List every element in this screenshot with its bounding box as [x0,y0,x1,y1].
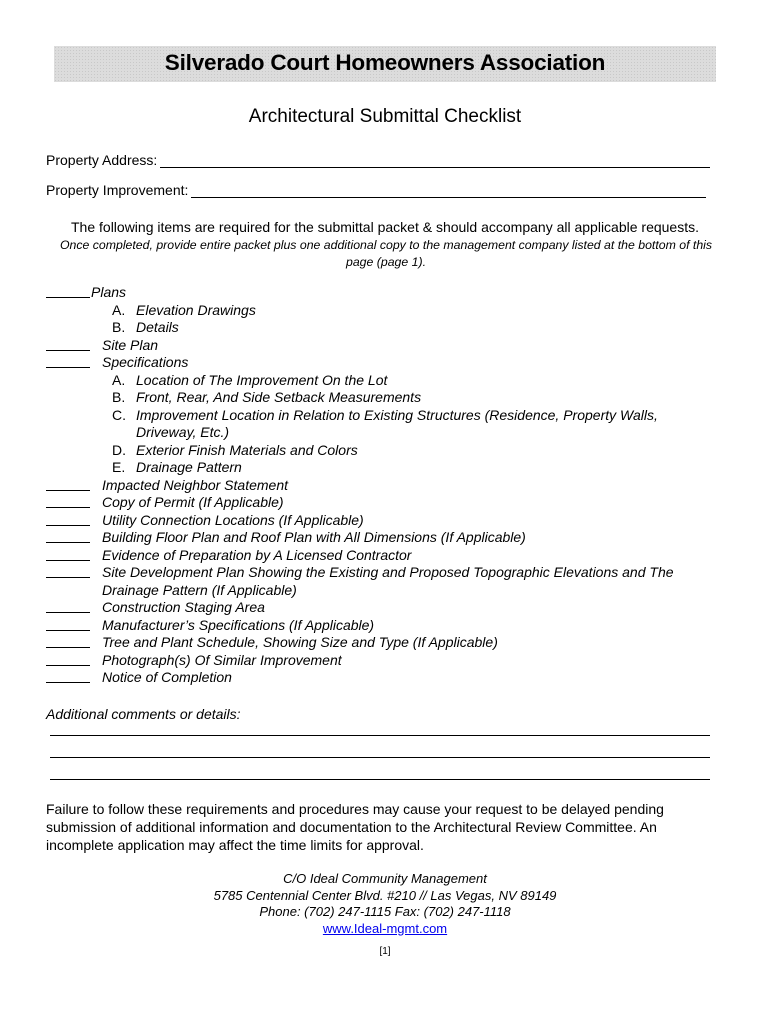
sub-letter: B. [112,389,126,405]
page-number: [1] [379,946,391,957]
check-blank[interactable] [46,630,90,631]
management-company: C/O Ideal Community Management [283,871,487,886]
item-label: Impacted Neighbor Statement [102,476,288,493]
website-link[interactable]: www.Ideal-mgmt.com [322,920,448,936]
comment-line[interactable] [50,779,710,780]
property-address-row [46,152,710,172]
page-title: Architectural Submittal Checklist [248,106,522,127]
sub-label: Improvement Location in Relation to Existing Structures (Residence, Property Walls, [136,406,658,423]
sub-label: Front, Rear, And Side Setback Measurements [136,389,422,405]
item-label: Utility Connection Locations (If Applicable) [102,511,364,528]
check-blank[interactable] [46,647,90,648]
property-improvement-row [46,182,706,202]
check-blank[interactable] [46,297,90,298]
item-label: Evidence of Preparation by A Licensed Contractor [102,546,412,563]
check-blank[interactable] [46,367,90,368]
sub-letter: B. [112,319,126,335]
sub-letter: D. [112,441,126,458]
management-address: 5785 Centennial Center Blvd. #210 // Las Vegas, NV 89149 [213,887,557,903]
comment-line[interactable] [50,735,710,736]
sub-letter: A. [112,301,126,318]
property-improvement-field[interactable] [191,183,706,198]
sub-label: Exterior Finish Materials and Colors [136,441,358,458]
sub-label: Details [136,319,179,335]
check-blank[interactable] [46,612,90,613]
management-footer [0,871,770,937]
item-label: Drainage Pattern (If Applicable) [102,581,297,598]
sub-letter: E. [112,459,126,475]
association-title: Silverado Court Homeowners Association [164,50,606,75]
item-label: Site Development Plan Showing the Existing and Proposed Topographic Elevations and The [102,564,674,580]
check-blank[interactable] [46,525,90,526]
check-blank[interactable] [46,577,90,578]
sub-label: Driveway, Etc.) [136,424,230,440]
intro-instructions: Once completed, provide entire packet plus one additional copy to the management company listed at the bottom of this page (page 1). [59,238,713,269]
check-blank[interactable] [46,350,90,351]
sub-label: Location of The Improvement On the Lot [136,371,388,388]
check-blank[interactable] [46,682,90,683]
item-label: Construction Staging Area [102,599,265,615]
check-blank[interactable] [46,507,90,508]
association-banner [54,46,716,82]
property-address-label: Property Address: [46,152,158,168]
sub-label: Drainage Pattern [136,459,242,475]
item-label: Specifications [102,354,189,370]
item-label: Copy of Permit (If Applicable) [102,494,284,510]
comment-line[interactable] [50,757,710,758]
item-label: Plans [91,284,127,300]
intro-text: The following items are required for the submittal packet & should accompany all applicable requests. [71,219,699,235]
item-label: Site Plan [102,336,159,353]
comments-label: Additional comments or details: [46,706,241,722]
check-blank[interactable] [46,490,90,491]
failure-notice: Failure to follow these requirements and procedures may cause your request to be delayed pending submission of additional information and documentation to the Architectural Review Committee. An incomplete application may affect the time limits for approval. [46,801,664,853]
property-improvement-label: Property Improvement: [46,182,189,198]
sub-label: Elevation Drawings [136,301,256,318]
sub-letter: C. [112,406,126,423]
item-label: Tree and Plant Schedule, Showing Size and Type (If Applicable) [102,634,498,650]
item-label: Photograph(s) Of Similar Improvement [102,651,342,668]
item-label: Building Floor Plan and Roof Plan with All Dimensions (If Applicable) [102,529,526,545]
check-blank[interactable] [46,665,90,666]
property-address-field[interactable] [160,153,710,168]
management-phone: Phone: (702) 247-1115 Fax: (702) 247-1118 [259,904,511,919]
sub-letter: A. [112,371,126,388]
check-blank[interactable] [46,542,90,543]
item-label: Notice of Completion [102,669,232,685]
item-label: Manufacturer’s Specifications (If Applicable) [102,616,375,633]
check-blank[interactable] [46,560,90,561]
